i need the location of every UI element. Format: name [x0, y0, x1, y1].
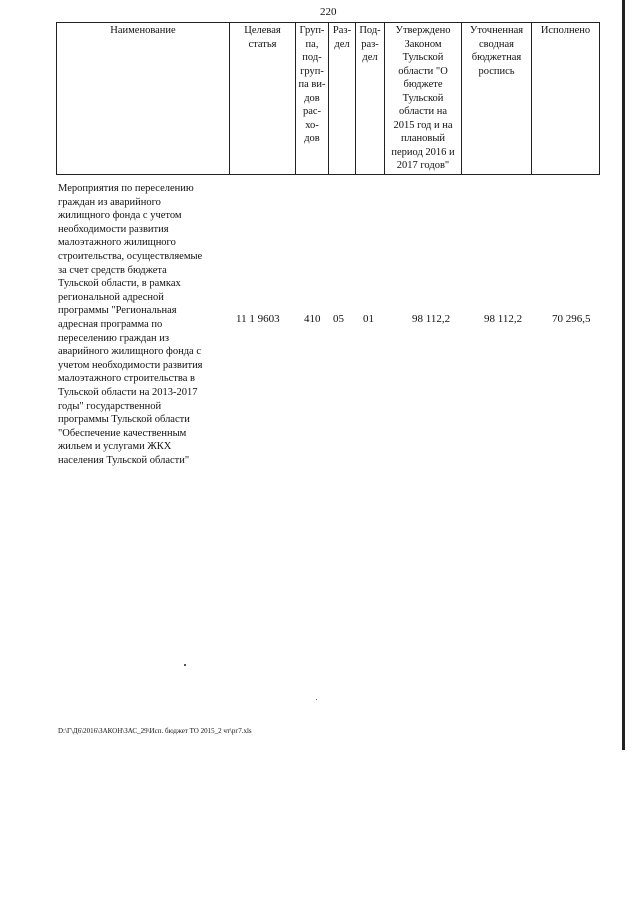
- cell-section: 05: [333, 313, 344, 325]
- cell-target-article: 11 1 9603: [236, 313, 280, 325]
- cell-expense-group: 410: [304, 313, 321, 325]
- scan-edge-line: [622, 0, 625, 750]
- header-section: Раз- дел: [329, 23, 356, 175]
- footer-file-path: D:\Г\Д6\2016\ЗАКОН\ЗАС_29\Исп. бюджет ТО 2015_2 чт\рг7.xls: [58, 727, 252, 735]
- cell-refined: 98 112,2: [484, 313, 523, 325]
- cell-subsection: 01: [363, 313, 374, 325]
- header-expense-group: Груп- па, под- груп- па ви- дов рас- хо- дов: [296, 23, 329, 175]
- header-approved: Утверждено Законом Тульской области "О бюджете Тульской области на 2015 год и на плановый период 2016 и 2017 годов": [385, 23, 462, 175]
- page-number: 220: [320, 6, 337, 18]
- scan-speck: [184, 664, 186, 666]
- cell-executed: 70 296,5: [552, 313, 591, 325]
- cell-approved: 98 112,2: [412, 313, 451, 325]
- header-refined: Уточненная сводная бюджетная роспись: [462, 23, 532, 175]
- header-target-article: Целевая статья: [230, 23, 296, 175]
- header-name: Наименование: [57, 23, 230, 175]
- table-header: [56, 22, 600, 175]
- header-subsection: Под- раз- дел: [356, 23, 385, 175]
- scan-speck: [316, 699, 317, 700]
- header-executed: Исполнено: [532, 23, 600, 175]
- row-description: Мероприятия по переселению граждан из аварийного жилищного фонда с учетом необходимости развития малоэтажного жилищного строительства, осуществляемые за счет средств бюджета Тульской области, в рамках региональной адресной программы "Региональная адресная программа по переселению граждан из аварийного жилищного фонда с учетом необходимости развития малоэтажного строительства в Тульской области на 2013-2017 годы" государственной программы Тульской области "Обеспечение качественным жильем и услугами ЖКХ населения Тульской области": [58, 183, 203, 466]
